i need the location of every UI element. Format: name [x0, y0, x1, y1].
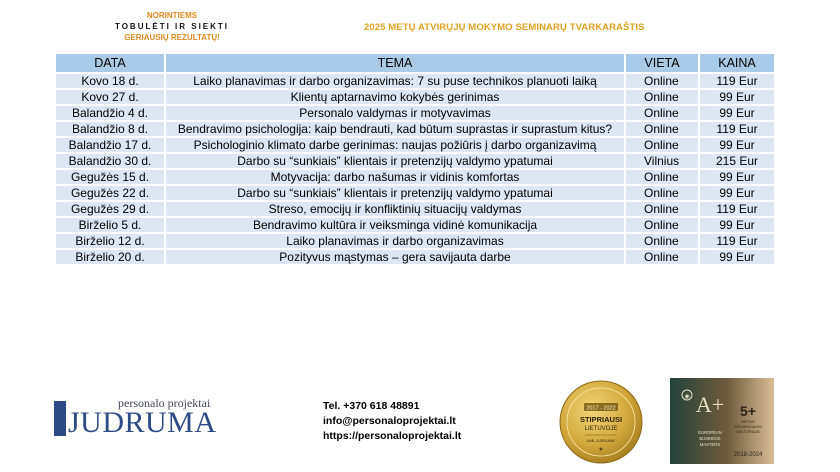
cell-date: Balandžio 4 d. — [56, 106, 164, 120]
award-caption-3: SEKTORIUJE — [736, 430, 760, 434]
cell-topic: Darbo su “sunkiais” klientais ir pretenzijų valdymo ypatumai — [164, 154, 624, 168]
cell-topic: Darbo su “sunkiais” klientais ir pretenzijų valdymo ypatumai — [164, 186, 624, 200]
column-header-price: KAINA — [698, 54, 774, 72]
cell-place: Online — [624, 202, 698, 216]
cell-price: 99 Eur — [698, 218, 774, 232]
cell-price: 99 Eur — [698, 138, 774, 152]
award-org-1: EUROPEAN — [698, 430, 722, 435]
tagline-line-3: GERIAUSIŲ REZULTATŲ! — [124, 33, 220, 42]
logo-name: JUDRUMA — [68, 406, 217, 439]
cell-place: Online — [624, 138, 698, 152]
badge-company: UAB „JUDRUMA“ — [586, 439, 616, 443]
award-years: 2018-2024 — [733, 452, 763, 458]
table-row — [56, 138, 774, 152]
cell-price: 119 Eur — [698, 74, 774, 88]
cell-place: Online — [624, 122, 698, 136]
cell-place: Online — [624, 106, 698, 120]
cell-topic: Klientų aptarnavimo kokybės gerinimas — [164, 90, 624, 104]
page-title: 2025 METŲ ATVIRŲJŲ MOKYMO SEMINARŲ TVARKARAŠTIS — [364, 22, 645, 33]
cell-place: Online — [624, 186, 698, 200]
cell-place: Online — [624, 250, 698, 264]
table-row — [56, 202, 774, 216]
logo-bar-mark — [54, 401, 66, 436]
table-row — [56, 170, 774, 184]
tagline — [112, 10, 232, 43]
stipriausi-lietuvoje-badge — [559, 380, 643, 464]
contacts — [323, 399, 461, 444]
star-icon: ★ — [598, 446, 604, 453]
cell-date: Birželio 12 d. — [56, 234, 164, 248]
cell-topic: Bendravimo kultūra ir veiksminga vidinė komunikacija — [164, 218, 624, 232]
cell-price: 119 Eur — [698, 234, 774, 248]
cell-date: Kovo 27 d. — [56, 90, 164, 104]
logo-subtitle: personalo projektai — [118, 396, 211, 410]
cell-topic: Psichologinio klimato darbe gerinimas: naujas požiūris į darbo organizavimą — [164, 138, 624, 152]
cell-topic: Laiko planavimas ir darbo organizavimas: 7 su puse technikos planuoti laiką — [164, 74, 624, 88]
cell-date: Gegužės 15 d. — [56, 170, 164, 184]
table-row — [56, 122, 774, 136]
contact-email[interactable]: info@personaloprojektai.lt — [323, 415, 456, 427]
cell-date: Balandžio 30 d. — [56, 154, 164, 168]
cell-place: Online — [624, 74, 698, 88]
cell-price: 215 Eur — [698, 154, 774, 168]
cell-topic: Bendravimo psichologija: kaip bendrauti, kad būtum suprastas ir suprastum kitus? — [164, 122, 624, 136]
globe-icon: ◉ — [684, 393, 690, 400]
table-row — [56, 154, 774, 168]
table-row — [56, 234, 774, 248]
column-header-topic: TEMA — [164, 54, 624, 72]
cell-date: Kovo 18 d. — [56, 74, 164, 88]
cell-price: 99 Eur — [698, 90, 774, 104]
cell-price: 119 Eur — [698, 202, 774, 216]
badge-title-2: LIETUVOJE — [584, 426, 618, 432]
cell-place: Online — [624, 170, 698, 184]
schedule-table — [56, 52, 774, 266]
cell-topic: Streso, emocijų ir konfliktinių situacijų valdymas — [164, 202, 624, 216]
cell-date: Birželio 20 d. — [56, 250, 164, 264]
table-row — [56, 218, 774, 232]
cell-price: 99 Eur — [698, 186, 774, 200]
tagline-line-2: TOBULĖTI IR SIEKTI — [114, 22, 230, 31]
cell-date: Balandžio 17 d. — [56, 138, 164, 152]
table-row — [56, 106, 774, 120]
cell-date: Gegužės 29 d. — [56, 202, 164, 216]
cell-place: Online — [624, 234, 698, 248]
cell-topic: Personalo valdymas ir motyvavimas — [164, 106, 624, 120]
table-row — [56, 90, 774, 104]
cell-price: 119 Eur — [698, 122, 774, 136]
cell-topic: Laiko planavimas ir darbo organizavimas — [164, 234, 624, 248]
column-header-place: VIETA — [624, 54, 698, 72]
cell-date: Gegužės 22 d. — [56, 186, 164, 200]
judruma-logo — [54, 396, 224, 446]
badge-years: 2017 - 2022 — [586, 405, 616, 412]
cell-date: Balandžio 8 d. — [56, 122, 164, 136]
table-header-row — [56, 54, 774, 72]
award-org-3: MASTERS — [699, 442, 721, 447]
cell-place: Online — [624, 218, 698, 232]
cell-place: Online — [624, 90, 698, 104]
contact-phone: Tel. +370 618 48891 — [323, 400, 420, 412]
award-mark: A+ — [695, 392, 725, 417]
award-caption-1: METUS — [741, 420, 755, 424]
european-business-masters-award — [670, 378, 774, 464]
column-header-date: DATA — [56, 54, 164, 72]
contact-website[interactable]: https://personaloprojektai.lt — [323, 430, 462, 442]
award-org-2: BUSINESS — [699, 436, 721, 441]
cell-price: 99 Eur — [698, 106, 774, 120]
cell-place: Vilnius — [624, 154, 698, 168]
cell-price: 99 Eur — [698, 250, 774, 264]
award-number: 5+ — [740, 403, 756, 419]
badge-title-1: STIPRIAUSI — [579, 415, 623, 424]
table-row — [56, 74, 774, 88]
cell-price: 99 Eur — [698, 170, 774, 184]
cell-date: Birželio 5 d. — [56, 218, 164, 232]
cell-topic: Pozityvus mąstymas – gera savijauta darbe — [164, 250, 624, 264]
table-row — [56, 250, 774, 264]
table-row — [56, 186, 774, 200]
cell-topic: Motyvacija: darbo našumas ir vidinis komfortas — [164, 170, 624, 184]
tagline-line-1: NORINTIEMS — [146, 11, 198, 20]
award-caption-2: SĖKMINGIAUSI — [734, 425, 762, 429]
